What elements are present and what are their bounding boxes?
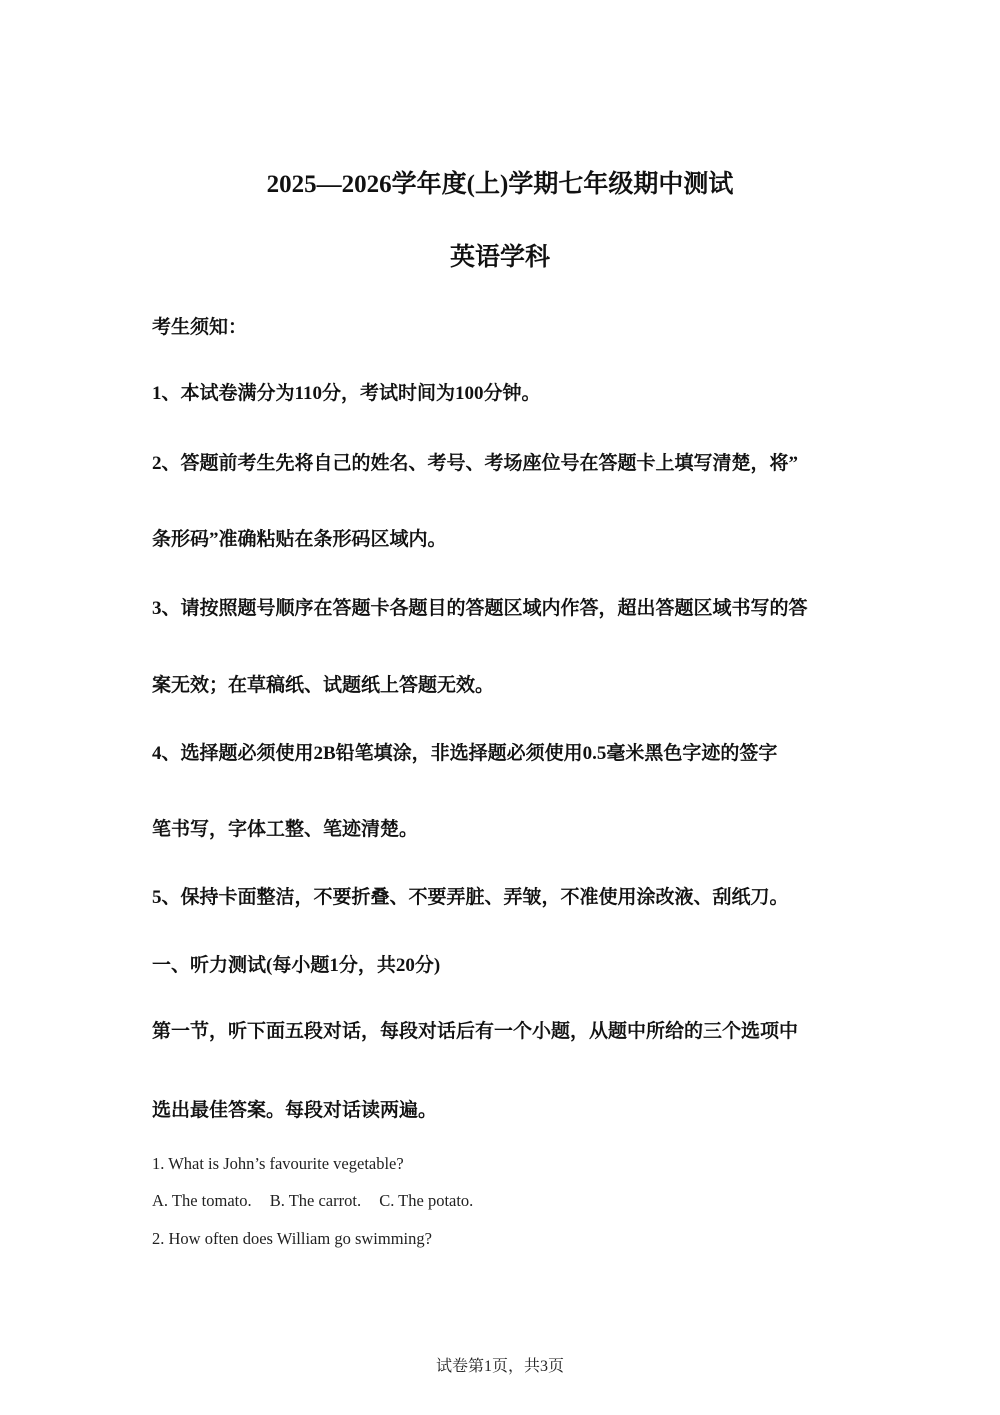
subject-title: 英语学科 — [449, 244, 550, 271]
exam-title: 2025—2026学年度(上)学期七年级期中测试 — [266, 171, 734, 198]
page-footer: 试卷第1页，共3页 — [435, 1358, 564, 1375]
question-1-option-b: B. The carrot. — [269, 1191, 362, 1210]
section-instruction-line2: 选出最佳答案。每段对话读两遍。 — [152, 1100, 438, 1121]
section-instruction-line1: 第一节，听下面五段对话，每段对话后有一个小题，从题中所给的三个选项中 — [152, 1021, 799, 1042]
question-1-option-a: A. The tomato. — [152, 1191, 252, 1210]
question-2-text: 2. How often does William go swimming? — [152, 1229, 432, 1248]
notice-item-3-line1: 3、请按照题号顺序在答题卡各题目的答题区域内作答，超出答题区域书写的答 — [152, 598, 808, 619]
notice-item-4-line2: 笔书写，字体工整、笔迹清楚。 — [152, 819, 419, 840]
question-1-option-c: C. The potato. — [379, 1191, 474, 1210]
notice-item-2-line1: 2、答题前考生先将自己的姓名、考号、考场座位号在答题卡上填写清楚，将” — [152, 453, 799, 474]
notice-heading: 考生须知： — [152, 317, 248, 338]
question-1-options — [152, 1190, 473, 1212]
notice-item-2-line2: 条形码”准确粘贴在条形码区域内。 — [152, 529, 447, 550]
section-heading: 一、听力测试(每小题1分，共20分) — [152, 955, 441, 976]
question-1-text: 1. What is John’s favourite vegetable? — [152, 1154, 404, 1173]
notice-item-4-line1: 4、选择题必须使用2B铅笔填涂，非选择题必须使用0.5毫米黑色字迹的签字 — [152, 743, 778, 764]
notice-item-1: 1、本试卷满分为110分，考试时间为100分钟。 — [152, 383, 541, 404]
notice-item-5: 5、保持卡面整洁，不要折叠、不要弄脏、弄皱，不准使用涂改液、刮纸刀。 — [152, 887, 789, 908]
notice-item-3-line2: 案无效；在草稿纸、试题纸上答题无效。 — [152, 675, 495, 696]
